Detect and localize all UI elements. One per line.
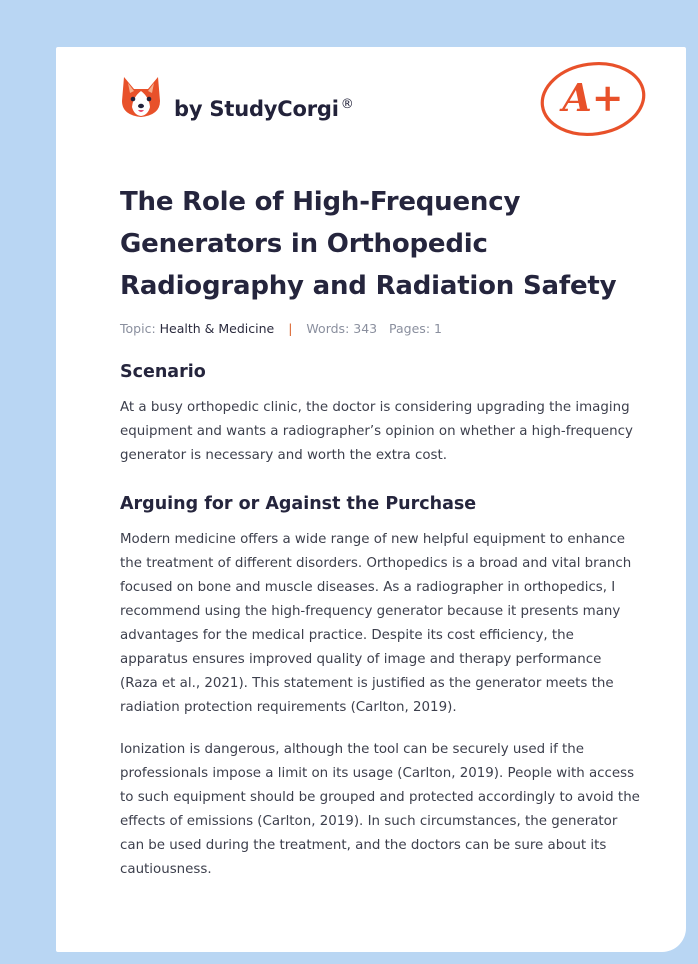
pages-label: Pages:	[389, 321, 431, 336]
words-label: Words:	[306, 321, 350, 336]
pages-count: 1	[434, 321, 442, 336]
studycorgi-logo[interactable]	[120, 75, 162, 119]
topic-label: Topic:	[120, 321, 156, 336]
document-page	[56, 47, 686, 952]
document-meta	[120, 321, 640, 336]
paragraph: Modern medicine offers a wide range of new helpful equipment to enhance the treatment of different disorders. Orthopedics is a broad and vital branch focused on bone and muscle diseases. As a radiographer in orthopedics, I recommend using the high-frequency generator because it presents many advantages for the medical practice. Despite its cost efficiency, the apparatus ensures improved quality of image and therapy performance (Raza et al., 2021). This statement is justified as the generator meets the radiation protection requirements (Carlton, 2019).	[120, 532, 632, 715]
brand-name[interactable]	[174, 97, 354, 121]
grade-text: A+	[562, 75, 624, 120]
corgi-icon	[120, 75, 162, 119]
grade-badge	[538, 59, 648, 141]
page-header	[56, 47, 686, 167]
document-title: The Role of High-Frequency Generators in Orthopedic Radiography and Radiation Safety	[120, 187, 617, 301]
meta-separator: |	[288, 321, 293, 336]
paragraph: At a busy orthopedic clinic, the doctor is considering upgrading the imaging equipment and wants a radiographer’s opinion on whether a high-frequency generator is necessary and worth the extra cost.	[120, 400, 633, 463]
registered-mark: ®	[340, 97, 354, 112]
words-count: 343	[353, 321, 378, 336]
document-content	[120, 181, 640, 882]
brand-text: by StudyCorgi	[174, 97, 339, 121]
section-heading-arguing: Arguing for or Against the Purchase	[120, 494, 477, 514]
topic-link[interactable]: Health & Medicine	[159, 321, 275, 336]
section-heading-scenario: Scenario	[120, 362, 206, 382]
paragraph: Ionization is dangerous, although the tool can be securely used if the professionals impose a limit on its usage (Carlton, 2019). People with access to such equipment should be grouped and protected accordingly to avoid the effects of emissions (Carlton, 2019). In such circumstances, the generator can be used during the treatment, and the doctors can be sure about its cautiousness.	[120, 742, 640, 877]
